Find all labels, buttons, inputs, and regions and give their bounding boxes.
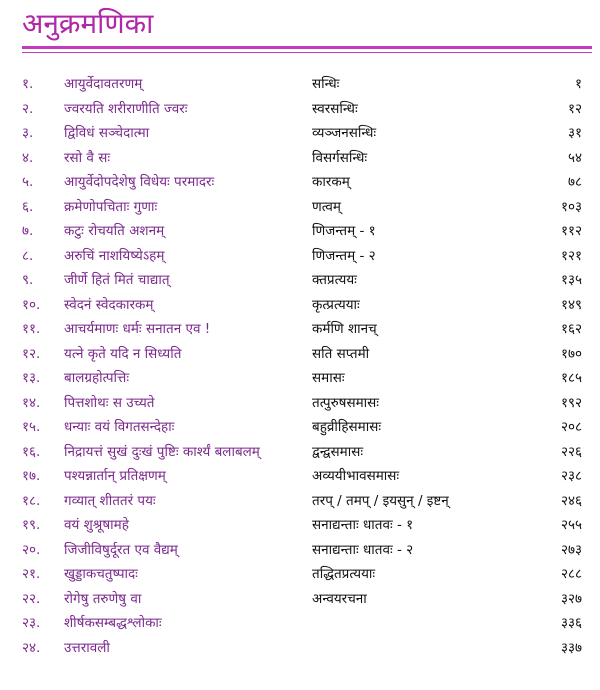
chapter-title: धन्याः वयं विगतसन्देहाः (64, 419, 175, 435)
toc-row[interactable] (0, 464, 600, 489)
grammar-topic: णिजन्तम् - २ (312, 247, 376, 264)
chapter-number: १०. (22, 296, 41, 313)
toc-row[interactable] (0, 195, 600, 220)
toc-row[interactable] (0, 97, 600, 122)
chapter-title: आयुर्वेदोपदेशेषु विधेयः परमादरः (64, 174, 215, 190)
grammar-topic: समासः (312, 370, 345, 386)
grammar-topic: सनाद्यन्ताः धातवः - २ (312, 541, 414, 558)
page-number: ५४ (567, 149, 582, 166)
grammar-topic: कर्मणि शानच् (312, 321, 377, 337)
chapter-title: पश्यन्नार्तान् प्रतिक्षणम् (64, 468, 166, 484)
grammar-topic: बहुव्रीहिसमासः (312, 419, 382, 435)
chapter-number: २. (22, 100, 34, 117)
chapter-title: उत्तरावली (64, 639, 110, 656)
page-number: ३३७ (560, 639, 582, 656)
chapter-number: ४. (22, 149, 34, 166)
toc-row[interactable] (0, 587, 600, 612)
chapter-title: शीर्षकसम्बद्धश्लोकाः (64, 615, 162, 631)
grammar-topic: अव्ययीभावसमासः (312, 468, 400, 484)
chapter-title: जिजीविषुर्दूरत एव वैद्यम् (64, 541, 178, 558)
grammar-topic: सनाद्यन्ताः धातवः - १ (312, 517, 414, 533)
grammar-topic: विसर्गसन्धिः (312, 149, 368, 166)
chapter-number: ६. (22, 198, 34, 215)
page-number: १९२ (560, 394, 582, 411)
chapter-number: १२. (22, 345, 41, 362)
toc-row[interactable] (0, 489, 600, 514)
grammar-topic: सन्धिः (312, 76, 340, 92)
chapter-number: २३. (22, 615, 41, 631)
page-number: ११२ (560, 223, 582, 239)
page-number: २४६ (560, 492, 582, 509)
toc-row[interactable] (0, 121, 600, 146)
chapter-number: ५. (22, 174, 34, 190)
toc-row[interactable] (0, 146, 600, 171)
grammar-topic: कृत्प्रत्ययाः (312, 296, 360, 313)
chapter-title: जीर्णे हितं मितं चाद्यात् (64, 272, 170, 288)
chapter-number: १३. (22, 370, 41, 386)
chapter-number: २०. (22, 541, 41, 558)
toc-row[interactable] (0, 244, 600, 269)
chapter-number: १. (22, 76, 34, 92)
page-number: ३१ (567, 125, 582, 141)
toc-row[interactable] (0, 219, 600, 244)
chapter-title: खुड्डाकचतुष्पादः (64, 566, 138, 582)
chapter-title: ज्वरयति शरीराणीति ज्वरः (64, 100, 188, 117)
chapter-title: यत्ने कृते यदि न सिध्यति (64, 345, 182, 362)
toc-row[interactable] (0, 391, 600, 416)
chapter-title: रोगेषु तरुणेषु वा (64, 590, 142, 607)
page-title: अनुक्रमणिका (22, 7, 154, 40)
chapter-number: १६. (22, 443, 41, 460)
page-number: १६२ (560, 321, 582, 337)
page-number: २२६ (560, 443, 582, 460)
chapter-number: १९. (22, 517, 41, 533)
grammar-topic: तत्पुरुषसमासः (312, 394, 380, 411)
page-number: ७८ (567, 174, 582, 190)
grammar-topic: क्तप्रत्ययः (312, 272, 357, 288)
title-underline-thin (22, 52, 592, 53)
toc-row[interactable] (0, 440, 600, 465)
toc-row[interactable] (0, 342, 600, 367)
toc-row[interactable] (0, 170, 600, 195)
toc-row[interactable] (0, 513, 600, 538)
toc-row[interactable] (0, 415, 600, 440)
toc-row[interactable] (0, 538, 600, 563)
toc-row[interactable] (0, 366, 600, 391)
toc-row[interactable] (0, 72, 600, 97)
chapter-number: ११. (22, 321, 41, 337)
page-number: २३८ (560, 468, 582, 484)
chapter-title: रसो वै सः (64, 149, 111, 166)
chapter-title: पित्तशोथः स उच्यते (64, 394, 155, 411)
page-number: १७० (560, 345, 582, 362)
chapter-number: १८. (22, 492, 41, 509)
chapter-number: ७. (22, 223, 34, 239)
page-number: २०८ (560, 419, 582, 435)
chapter-title: निद्रायत्तं सुखं दुःखं पुष्टिः कार्श्यं बलाबलम् (64, 443, 260, 460)
toc-row[interactable] (0, 293, 600, 318)
chapter-title: कटुः रोचयति अशनम् (64, 223, 165, 239)
page-number: १४९ (560, 296, 582, 313)
page-number: १०३ (560, 198, 582, 215)
chapter-title: द्विविधं सञ्चेदात्मा (64, 125, 150, 141)
chapter-title: आचर्यमाणः धर्मः सनातन एव ! (64, 321, 211, 337)
page-number: ३३६ (560, 615, 582, 631)
grammar-topic: कारकम् (312, 174, 350, 190)
page-number: २८८ (560, 566, 582, 582)
grammar-topic: तरप् / तमप् / इयसुन् / इष्टन् (312, 492, 449, 509)
grammar-topic: द्वन्द्वसमासः (312, 443, 364, 460)
title-underline (22, 46, 592, 49)
toc-row[interactable] (0, 611, 600, 636)
page-number: २७३ (560, 541, 582, 558)
grammar-topic: सति सप्तमी (312, 345, 370, 362)
chapter-number: २२. (22, 590, 41, 607)
chapter-number: २४. (22, 639, 41, 656)
grammar-topic: व्यञ्जनसन्धिः (312, 125, 377, 141)
grammar-topic: स्वरसन्धिः (312, 100, 358, 117)
toc-row[interactable] (0, 317, 600, 342)
chapter-number: १७. (22, 468, 41, 484)
chapter-number: ८. (22, 247, 34, 264)
grammar-topic: णिजन्तम् - १ (312, 223, 376, 239)
page-number: १ (574, 76, 582, 92)
toc-row[interactable] (0, 268, 600, 293)
page-number: ३२७ (560, 590, 582, 607)
chapter-title: क्रमेणोपचिताः गुणाः (64, 198, 158, 215)
toc-row[interactable] (0, 636, 600, 661)
page-number: १८५ (560, 370, 582, 386)
toc-row[interactable] (0, 562, 600, 587)
grammar-topic: तद्धितप्रत्ययाः (312, 566, 376, 582)
chapter-number: १५. (22, 419, 41, 435)
page-number: १२ (567, 100, 582, 117)
chapter-title: बालग्रहोत्पत्तिः (64, 370, 130, 386)
chapter-title: गव्यात् शीततरं पयः (64, 492, 156, 509)
grammar-topic: अन्वयरचना (312, 590, 367, 607)
chapter-number: ३. (22, 125, 34, 141)
table-of-contents (0, 72, 600, 660)
page-number: २५५ (560, 517, 582, 533)
chapter-title: वयं शुश्रूषामहे (64, 517, 129, 533)
chapter-title: आयुर्वेदावतरणम् (64, 76, 143, 92)
page-number: १२१ (560, 247, 582, 264)
grammar-topic: णत्वम् (312, 198, 341, 215)
chapter-number: २१. (22, 566, 41, 582)
chapter-title: अरुचिं नाशयिष्येऽहम् (64, 247, 165, 264)
chapter-title: स्वेदनं स्वेदकारकम् (64, 296, 154, 313)
page-number: १३५ (560, 272, 582, 288)
chapter-number: ९. (22, 272, 34, 288)
chapter-number: १४. (22, 394, 41, 411)
